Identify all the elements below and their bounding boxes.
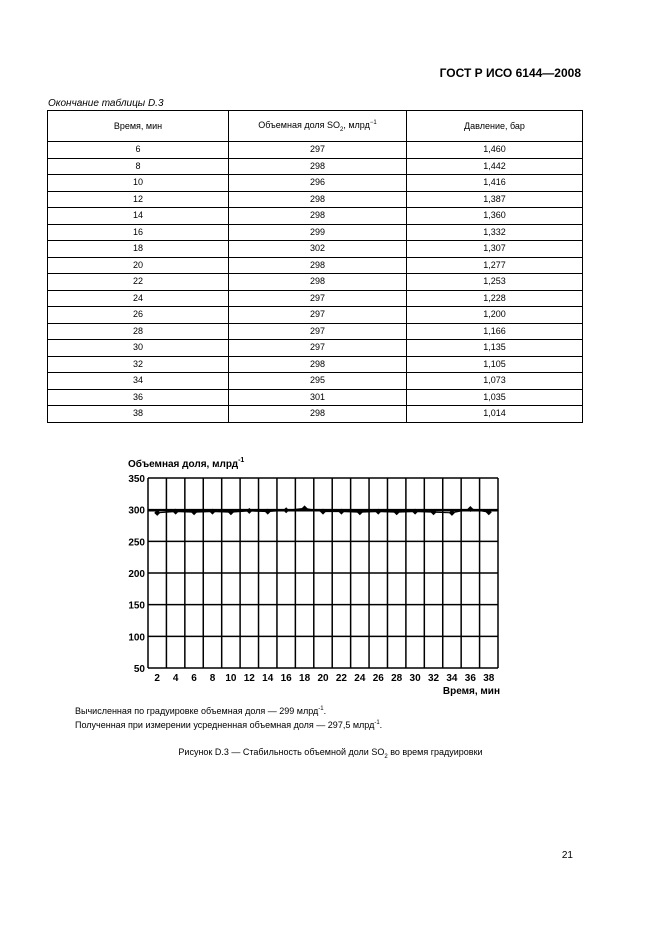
cell-fraction: 297 xyxy=(229,290,407,307)
x-tick-label: 6 xyxy=(191,673,197,684)
cell-time: 34 xyxy=(48,373,229,390)
x-tick-label: 26 xyxy=(372,673,384,684)
cell-pressure: 1,253 xyxy=(407,274,583,291)
y-tick-label: 150 xyxy=(128,600,145,612)
table-header-row xyxy=(48,111,583,142)
y-tick-label: 350 xyxy=(128,474,145,485)
cell-pressure: 1,014 xyxy=(407,406,583,423)
y-tick-label: 100 xyxy=(128,632,145,644)
note-calculated xyxy=(75,706,326,716)
x-tick-label: 24 xyxy=(354,673,366,684)
note-measured-text: Полученная при измерении усредненная объемная доля — 297,5 млрд xyxy=(75,720,375,730)
cell-fraction: 302 xyxy=(229,241,407,258)
cell-fraction: 297 xyxy=(229,307,407,324)
cell-time: 20 xyxy=(48,257,229,274)
y-tick-label: 200 xyxy=(128,569,145,580)
table-row xyxy=(48,158,583,175)
cell-pressure: 1,332 xyxy=(407,224,583,241)
cell-time: 8 xyxy=(48,158,229,175)
cell-time: 24 xyxy=(48,290,229,307)
cell-fraction: 298 xyxy=(229,356,407,373)
cell-pressure: 1,277 xyxy=(407,257,583,274)
cell-time: 32 xyxy=(48,356,229,373)
table-row xyxy=(48,406,583,423)
note-calculated-text: Вычисленная по градуировке объемная доля — 299 млрд xyxy=(75,706,319,716)
x-tick-label: 10 xyxy=(225,673,237,684)
table-row xyxy=(48,323,583,340)
x-tick-label: 12 xyxy=(243,673,255,684)
x-tick-label: 32 xyxy=(427,673,440,684)
cell-time: 36 xyxy=(48,389,229,406)
note-calculated-end: . xyxy=(323,706,327,716)
cell-pressure: 1,360 xyxy=(407,208,583,225)
cell-pressure: 1,460 xyxy=(407,142,583,159)
page-number: 21 xyxy=(561,850,573,861)
col-header-fraction xyxy=(229,111,407,142)
cell-fraction: 298 xyxy=(229,191,407,208)
table-caption: Окончание таблицы D.3 xyxy=(48,98,164,109)
cell-time: 22 xyxy=(48,274,229,291)
x-tick-label: 34 xyxy=(446,673,458,684)
table-row xyxy=(48,241,583,258)
cell-fraction: 297 xyxy=(229,323,407,340)
y-axis-label-sup: -1 xyxy=(238,457,245,464)
note-measured xyxy=(75,720,382,730)
x-tick-label: 14 xyxy=(262,673,274,684)
table-row xyxy=(48,208,583,225)
note-measured-end: . xyxy=(379,720,383,730)
note-measured-sup: -1 xyxy=(374,720,380,726)
cell-fraction: 299 xyxy=(229,224,407,241)
cell-time: 6 xyxy=(48,142,229,159)
cell-pressure: 1,135 xyxy=(407,340,583,357)
x-tick-label: 16 xyxy=(280,673,292,684)
cell-pressure: 1,073 xyxy=(407,373,583,390)
cell-fraction: 298 xyxy=(229,257,407,274)
table-row xyxy=(48,340,583,357)
col-fraction-sub: 2 xyxy=(340,126,344,133)
y-axis-label-text: Объемная доля, млрд xyxy=(128,459,239,470)
table-row xyxy=(48,356,583,373)
col-fraction-sup: −1 xyxy=(369,119,377,126)
cell-pressure: 1,416 xyxy=(407,175,583,192)
table-row xyxy=(48,373,583,390)
cell-pressure: 1,307 xyxy=(407,241,583,258)
table-row xyxy=(48,257,583,274)
data-point xyxy=(246,508,252,514)
standard-header: ГОСТ Р ИСО 6144—2008 xyxy=(439,66,581,80)
cell-fraction: 298 xyxy=(229,406,407,423)
cell-fraction: 296 xyxy=(229,175,407,192)
x-tick-label: 8 xyxy=(209,673,216,684)
table-row xyxy=(48,274,583,291)
x-tick-label: 2 xyxy=(154,673,160,684)
cell-time: 18 xyxy=(48,241,229,258)
table-row xyxy=(48,191,583,208)
cell-pressure: 1,035 xyxy=(407,389,583,406)
x-axis-label: Время, мин xyxy=(442,686,500,697)
x-tick-label: 36 xyxy=(464,673,476,684)
table-body xyxy=(48,142,583,423)
col-fraction-prefix: Объемная доля SO xyxy=(258,119,341,130)
cell-pressure: 1,442 xyxy=(407,158,583,175)
cell-pressure: 1,228 xyxy=(407,290,583,307)
x-tick-label: 4 xyxy=(172,673,179,684)
col-header-pressure: Давление, бар xyxy=(407,111,583,142)
cell-pressure: 1,387 xyxy=(407,191,583,208)
cell-time: 16 xyxy=(48,224,229,241)
table-row xyxy=(48,307,583,324)
x-tick-label: 20 xyxy=(317,673,329,684)
figure-caption-sub: 2 xyxy=(384,753,388,760)
cell-fraction: 295 xyxy=(229,373,407,390)
cell-time: 26 xyxy=(48,307,229,324)
x-tick-label: 28 xyxy=(391,673,403,684)
x-tick-label: 22 xyxy=(335,673,347,684)
figure-caption xyxy=(0,747,661,760)
table-row xyxy=(48,175,583,192)
x-tick-label: 38 xyxy=(483,673,495,684)
cell-fraction: 297 xyxy=(229,142,407,159)
cell-fraction: 297 xyxy=(229,340,407,357)
y-tick-label: 250 xyxy=(128,537,145,549)
note-calculated-sup: -1 xyxy=(318,706,324,712)
cell-time: 14 xyxy=(48,208,229,225)
cell-pressure: 1,166 xyxy=(407,323,583,340)
table-row xyxy=(48,224,583,241)
col-fraction-suffix: , млрд xyxy=(343,119,370,130)
cell-fraction: 298 xyxy=(229,208,407,225)
cell-pressure: 1,105 xyxy=(407,356,583,373)
y-axis-label xyxy=(128,457,244,470)
data-point xyxy=(283,507,289,513)
table-row xyxy=(48,142,583,159)
cell-fraction: 298 xyxy=(229,274,407,291)
x-tick-label: 18 xyxy=(299,673,311,684)
figure-caption-suffix: во время градуировки xyxy=(387,747,483,757)
data-table xyxy=(47,110,583,423)
cell-time: 28 xyxy=(48,323,229,340)
table-row xyxy=(48,389,583,406)
table-row xyxy=(48,290,583,307)
cell-time: 30 xyxy=(48,340,229,357)
cell-time: 38 xyxy=(48,406,229,423)
stability-chart xyxy=(120,450,510,700)
cell-fraction: 298 xyxy=(229,158,407,175)
y-tick-label: 300 xyxy=(128,505,145,517)
cell-time: 10 xyxy=(48,175,229,192)
figure-caption-prefix: Рисунок D.3 — Стабильность объемной доли SO xyxy=(178,747,385,757)
cell-pressure: 1,200 xyxy=(407,307,583,324)
col-header-time: Время, мин xyxy=(48,111,229,142)
x-tick-label: 30 xyxy=(409,673,421,684)
cell-fraction: 301 xyxy=(229,389,407,406)
cell-time: 12 xyxy=(48,191,229,208)
y-tick-label: 50 xyxy=(133,664,145,675)
